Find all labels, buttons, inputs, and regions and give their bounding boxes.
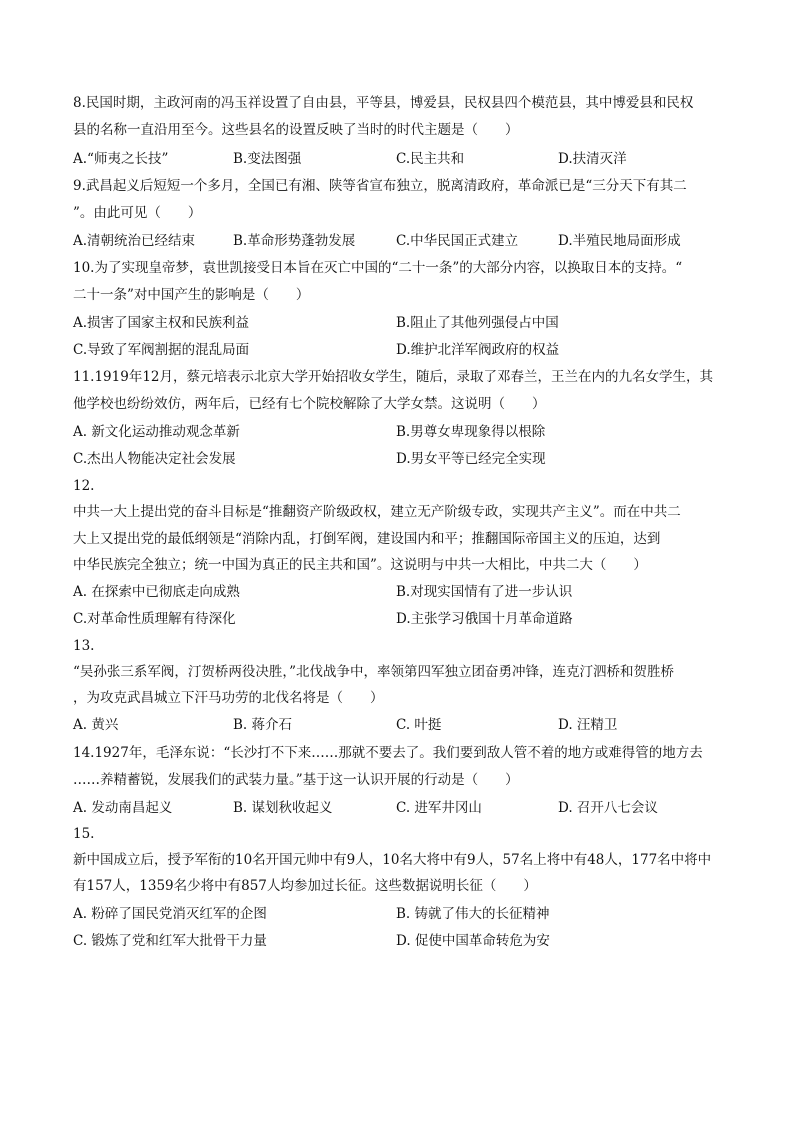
- question-15-stem-line-1: 新中国成立后，授予军衔的10名开国元帅中有9人，10名大将中有9人，57名上将中有48人，177名中将中: [73, 852, 712, 868]
- question-9-stem-line-1: 9.武昌起义后短短一个多月，全国已有湘、陕等省宣布独立，脱离清政府，革命派已是“三分天下有其二: [73, 178, 687, 194]
- question-11-option-c: C.杰出人物能决定社会发展: [73, 451, 236, 467]
- question-11-option-d: D.男女平等已经完全实现: [396, 451, 546, 467]
- question-13-number: 13.: [73, 638, 95, 654]
- question-8-option-b: B.变法图强: [233, 151, 302, 167]
- question-10-option-d: D.维护北洋军阀政府的权益: [396, 342, 560, 358]
- question-10-option-c: C.导致了军阀割据的混乱局面: [73, 342, 250, 358]
- question-8-stem-line-2: 县的名称一直沿用至今。这些县名的设置反映了当时的时代主题是（ ）: [73, 122, 519, 138]
- question-13-option-d: D. 汪精卫: [558, 717, 618, 733]
- question-13-option-a: A. 黄兴: [73, 717, 119, 733]
- question-15-option-c: C. 锻炼了党和红军大批骨干力量: [73, 933, 267, 949]
- question-13-option-c: C. 叶挺: [396, 717, 442, 733]
- question-12-option-b: B.对现实国情有了进一步认识: [396, 584, 573, 600]
- question-10-stem-line-2: 二十一条”对中国产生的影响是（ ）: [73, 287, 310, 303]
- question-15-option-d: D. 促使中国革命转危为安: [396, 933, 550, 949]
- question-8-option-d: D.扶清灭洋: [558, 151, 627, 167]
- question-8-option-c: C.民主共和: [396, 151, 465, 167]
- question-11-stem-line-2: 他学校也纷纷效仿，两年后，已经有七个院校解除了大学女禁。这说明（ ）: [73, 396, 546, 412]
- question-13-stem-line-1: “吴孙张三系军阀，汀贺桥两役决胜，”北伐战争中，率领第四军独立团奋勇冲锋，连克汀泗桥和贺胜桥: [73, 664, 675, 680]
- question-11-option-a: A. 新文化运动推动观念革新: [73, 424, 240, 440]
- question-10-option-a: A.损害了国家主权和民族利益: [73, 315, 250, 331]
- question-14-stem-line-2: ……养精蓄锐，发展我们的武装力量。”基于这一认识开展的行动是（ ）: [73, 772, 519, 788]
- question-13-stem-line-2: ，为攻克武昌城立下汗马功劳的北伐名将是（ ）: [73, 690, 384, 706]
- question-10-option-b: B.阻止了其他列强侵占中国: [396, 315, 559, 331]
- question-12-stem-line-2: 大上又提出党的最低纲领是“消除内乱，打倒军阀，建设国内和平；推翻国际帝国主义的压迫，达到: [73, 531, 661, 547]
- question-12-option-c: C.对革命性质理解有待深化: [73, 611, 236, 627]
- question-9-option-a: A.清朝统治已经结束: [73, 233, 196, 249]
- question-15-option-b: B. 铸就了伟大的长征精神: [396, 906, 550, 922]
- question-12-number: 12.: [73, 478, 95, 494]
- question-15-stem-line-2: 有157人，1359名少将中有857人均参加过长征。这些数据说明长征（ ）: [73, 878, 537, 894]
- question-12-stem-line-1: 中共一大上提出党的奋斗目标是“推翻资产阶级政权，建立无产阶级专政，实现共产主义”。而在中共二: [73, 504, 681, 520]
- question-14-stem-line-1: 14.1927年，毛泽东说：“长沙打不下来……那就不要去了。我们要到敌人管不着的地方或难得管的地方去: [73, 745, 703, 761]
- question-14-option-b: B. 谋划秋收起义: [233, 800, 333, 816]
- question-14-option-d: D. 召开八七会议: [558, 800, 658, 816]
- question-8-option-a: A.“师夷之长技”: [73, 151, 169, 167]
- question-12-stem-line-3: 中华民族完全独立；统一中国为真正的民主共和国”。这说明与中共一大相比，中共二大（ ）: [73, 557, 647, 573]
- question-11-option-b: B.男尊女卑现象得以根除: [396, 424, 546, 440]
- question-9-option-b: B.革命形势蓬勃发展: [233, 233, 356, 249]
- question-8-stem-line-1: 8.民国时期，主政河南的冯玉祥设置了自由县，平等县，博爱县，民权县四个模范县，其中博爱县和民权: [73, 95, 694, 111]
- question-12-option-a: A. 在探索中已彻底走向成熟: [73, 584, 240, 600]
- question-10-stem-line-1: 10.为了实现皇帝梦，袁世凯接受日本旨在灭亡中国的“二十一条”的大部分内容，以换取日本的支持。“: [73, 260, 683, 276]
- question-15-option-a: A. 粉碎了国民党消灭红军的企图: [73, 906, 267, 922]
- question-14-option-c: C. 进军井冈山: [396, 800, 482, 816]
- question-9-stem-line-2: ”。由此可见（ ）: [73, 205, 202, 221]
- question-11-stem-line-1: 11.1919年12月，蔡元培表示北京大学开始招收女学生，随后，录取了邓春兰，王兰在内的九名女学生，其: [73, 369, 714, 385]
- question-13-option-b: B. 蒋介石: [233, 717, 293, 733]
- question-15-number: 15.: [73, 826, 95, 842]
- question-9-option-c: C.中华民国正式建立: [396, 233, 519, 249]
- question-14-option-a: A. 发动南昌起义: [73, 800, 173, 816]
- question-9-option-d: D.半殖民地局面形成: [558, 233, 681, 249]
- question-12-option-d: D.主张学习俄国十月革命道路: [396, 611, 573, 627]
